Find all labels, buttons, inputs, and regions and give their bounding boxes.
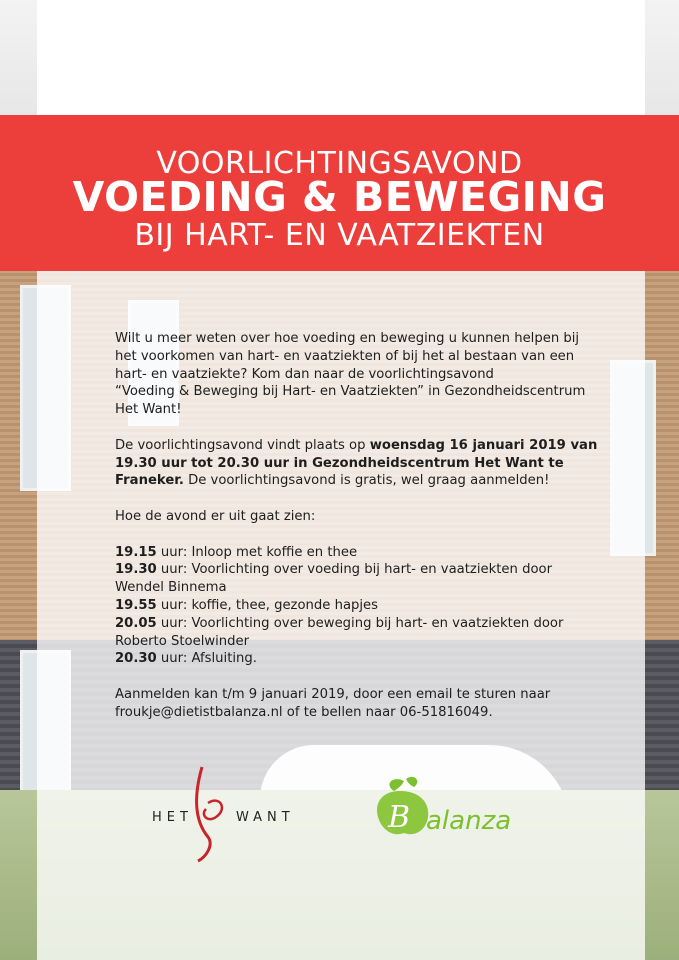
signup-line: froukje@dietistbalanza.nl of te bellen naar 06-51816049. [115,704,493,720]
banner-line-1: VOORLICHTINGSAVOND [156,146,523,181]
body-text [115,330,615,722]
banner-line-3: BIJ HART- EN VAATZIEKTEN [134,218,545,253]
intro-line: het voorkomen van hart- en vaatziekten of bij het al bestaan van een [115,348,575,364]
details-line: De voorlichtingsavond vindt plaats op woensdag 16 januari 2019 van [115,437,598,453]
svg-text:HET: HET [152,810,193,825]
program-item: 19.55 uur: koffie, thee, gezonde hapjes [115,597,379,613]
intro-line: Het Want! [115,402,182,418]
program-intro: Hoe de avond er uit gaat zien: [115,508,316,524]
intro-line: “Voeding & Beweging bij Hart- en Vaatziekten” in Gezondheidscentrum [115,384,586,400]
program-item: 19.30 uur: Voorlichting over voeding bij hart- en vaatziekten door [115,562,553,578]
banner-title: VOEDING & BEWEGING [72,173,607,221]
program-item-cont: Roberto Stoelwinder [115,633,250,649]
program-item: 20.30 uur: Afsluiting. [115,651,257,667]
svg-text:WANT: WANT [236,810,295,825]
details-line: Franeker. De voorlichtingsavond is gratis, wel graag aanmelden! [115,473,550,489]
program-item-cont: Wendel Binnema [115,580,227,596]
balanza-logo [370,775,530,845]
svg-text:B: B [388,800,411,835]
intro-line: hart- en vaatziekte? Kom dan naar de voorlichtingsavond [115,366,494,382]
program-item: 20.05 uur: Voorlichting over beweging bij hart- en vaatziekten door [115,615,564,631]
title-banner [0,115,679,271]
program-item: 19.15 uur: Inloop met koffie en thee [115,544,358,560]
content-panel-top [37,0,645,115]
intro-line: Wilt u meer weten over hoe voeding en beweging u kunnen helpen bij [115,331,580,346]
het-want-logo [150,765,340,865]
details-line: 19.30 uur tot 20.30 uur in Gezondheidscentrum Het Want te [115,455,564,471]
svg-text:alanza: alanza [426,806,512,836]
signup-line: Aanmelden kan t/m 9 januari 2019, door een email te sturen naar [115,686,551,702]
